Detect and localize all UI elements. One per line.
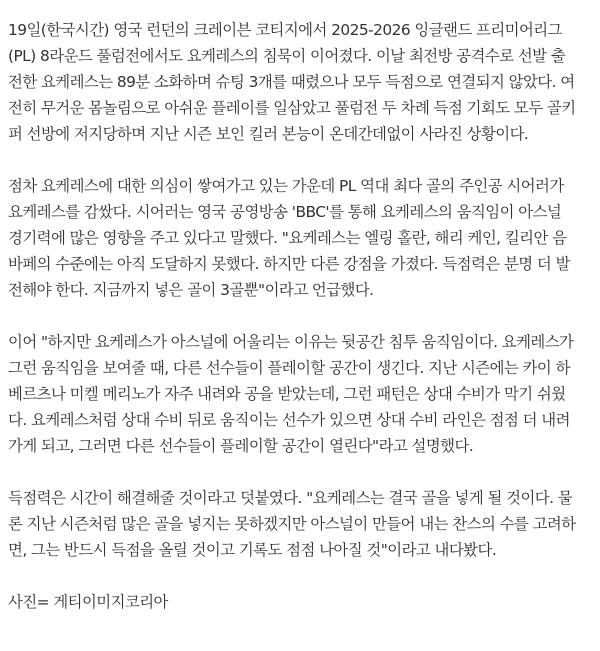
paragraph-gap	[8, 303, 600, 329]
text-line: 가게 되고, 그러면 다른 선수들이 플레이할 공간이 열린다"라고 설명했다.	[8, 437, 474, 455]
text-line: 그런 움직임을 보여줄 때, 다른 선수들이 플레이할 공간이 생긴다. 지난 시즌에는 카이 하	[8, 359, 570, 377]
paragraph-gap	[8, 563, 600, 589]
paragraph	[8, 329, 600, 459]
text-line: 경기력에 많은 영향을 주고 있다고 말했다. "요케레스는 엘링 홀란, 해리 케인, 킬리안 음	[8, 229, 567, 247]
text-line: 전해야 한다. 지금까지 넣은 골이 3골뿐"이라고 언급했다.	[8, 281, 374, 299]
paragraph	[8, 173, 600, 303]
text-line: 전한 요케레스는 89분 소화하며 슈팅 3개를 때렸으나 모두 득점으로 연결되지 않았다. 여	[8, 73, 575, 91]
paragraph-gap	[8, 147, 600, 173]
paragraph-gap	[8, 459, 600, 485]
text-line: 19일(한국시간) 영국 런던의 크레이븐 코티지에서 2025-2026 잉글랜드 프리미어리그	[8, 21, 562, 39]
paragraph	[8, 485, 600, 563]
text-line: 사진= 게티이미지코리아	[8, 593, 168, 611]
text-line: 득점력은 시간이 해결해줄 것이라고 덧붙였다. "요케레스는 결국 골을 넣게 될 것이다. 물	[8, 489, 573, 507]
text-line: 점차 요케레스에 대한 의심이 쌓여가고 있는 가운데 PL 역대 최다 골의 주인공 시어러가	[8, 177, 564, 195]
text-line: 다. 요케레스처럼 상대 수비 뒤로 움직이는 선수가 있으면 상대 수비 라인은 점점 더 내려	[8, 411, 570, 429]
text-line: 전히 무거운 몸놀림으로 아쉬운 플레이를 일삼았고 풀럼전 두 차례 득점 기회도 모두 골키	[8, 99, 576, 117]
text-line: 이어 "하지만 요케레스가 아스널에 어울리는 이유는 뒷공간 침투 움직임이다. 요케레스가	[8, 333, 574, 351]
text-line: 면, 그는 반드시 득점을 올릴 것이고 기록도 점점 나아질 것"이라고 내다봤다.	[8, 541, 497, 559]
text-line: 바페의 수준에는 아직 도달하지 못했다. 하지만 다른 강점을 가졌다. 득점력은 분명 더 발	[8, 255, 570, 273]
text-line: 론 지난 시즌처럼 많은 골을 넣지는 못하겠지만 아스널이 만들어 내는 찬스의 수를 고려하	[8, 515, 576, 533]
text-line: 퍼 선방에 저지당하며 지난 시즌 보인 킬러 본능이 온데간데없이 사라진 상황이다.	[8, 125, 529, 143]
text-line: (PL) 8라운드 풀럼전에서도 요케레스의 침묵이 이어졌다. 이날 최전방 공격수로 선발 출	[8, 47, 566, 65]
photo-credit	[8, 589, 600, 615]
text-line: 요케레스를 감쌌다. 시어러는 영국 공영방송 'BBC'를 통해 요케레스의 움직임이 아스널	[8, 203, 562, 221]
paragraph	[8, 17, 600, 147]
text-line: 베르츠나 미켈 메리노가 자주 내려와 공을 받았는데, 그런 패턴은 상대 수비가 막기 쉬웠	[8, 385, 566, 403]
